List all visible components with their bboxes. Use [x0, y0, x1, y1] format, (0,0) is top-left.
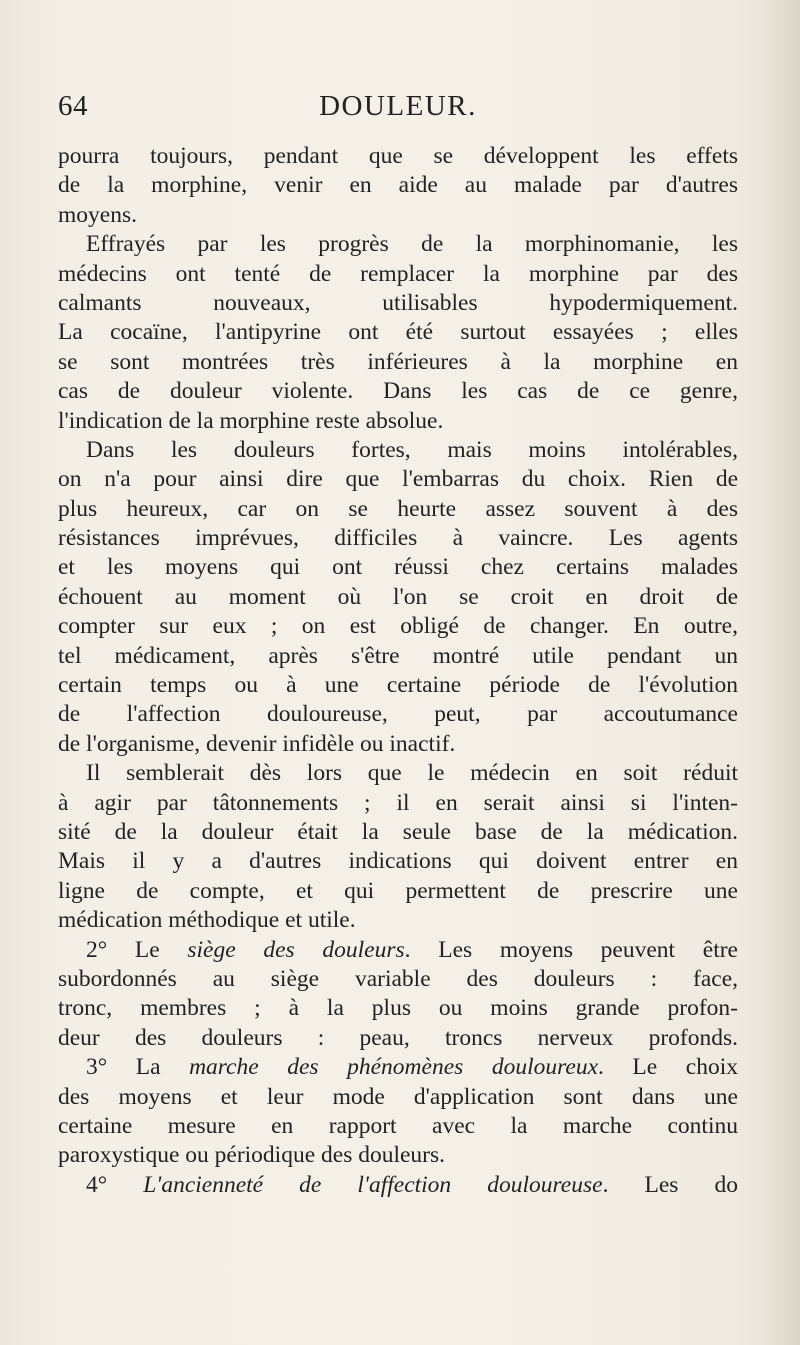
text-line: des moyens et leur mode d'application sont dans une — [58, 1083, 738, 1110]
item-heading: marche des phénomènes douloureux — [189, 1054, 598, 1081]
page-edge-shadow — [760, 0, 800, 1345]
text-line: paroxystique ou périodique des douleurs. — [58, 1142, 446, 1169]
text-line: plus heureux, car on se heurte assez souvent à des — [58, 495, 738, 522]
text-line-numbered — [58, 1053, 738, 1082]
item-text: . Les do — [602, 1171, 738, 1198]
text-line: tronc, membres ; à la plus ou moins grande profon- — [58, 995, 738, 1022]
text-line: moyens. — [58, 201, 137, 228]
item-number: 4° — [86, 1171, 144, 1198]
text-line: Mais il y a d'autres indications qui doivent entrer en — [58, 848, 738, 875]
item-number: 2° Le — [86, 936, 188, 963]
text-line: certaine mesure en rapport avec la marche continu — [58, 1112, 738, 1139]
text-line: Effrayés par les progrès de la morphinomanie, les — [86, 231, 738, 258]
text-line: Il semblerait dès lors que le médecin en soit réduit — [86, 760, 738, 787]
text-line: et les moyens qui ont réussi chez certains malades — [58, 554, 738, 581]
text-line: de la morphine, venir en aide au malade par d'autres — [58, 172, 738, 199]
text-line: résistances imprévues, difficiles à vaincre. Les agents — [58, 525, 738, 552]
text-line: subordonnés au siège variable des douleurs : face, — [58, 965, 738, 992]
item-heading: siège des douleurs — [187, 936, 405, 963]
text-line: ligne de compte, et qui permettent de prescrire une — [58, 877, 738, 904]
text-line: on n'a pour ainsi dire que l'embarras du choix. Rien de — [58, 466, 738, 493]
text-line: Dans les douleurs fortes, mais moins intolérables, — [86, 436, 738, 463]
text-line: deur des douleurs : peau, troncs nerveux profonds. — [58, 1024, 738, 1051]
text-line: de l'affection douloureuse, peut, par accoutumance — [58, 701, 738, 728]
text-line: sité de la douleur était la seule base de la médication. — [58, 818, 738, 845]
item-text: . Le choix — [598, 1054, 738, 1081]
text-line: à agir par tâtonnements ; il en serait ainsi si l'inten- — [58, 789, 738, 816]
item-number: 3° La — [86, 1054, 190, 1081]
body-text — [58, 142, 738, 1200]
text-line: se sont montrées très inférieures à la morphine en — [58, 348, 738, 375]
page-header — [58, 90, 738, 130]
text-line: médecins ont tenté de remplacer la morphine par des — [58, 260, 738, 287]
text-line: calmants nouveaux, utilisables hypodermiquement. — [58, 289, 738, 316]
text-line: pourra toujours, pendant que se développent les effets — [58, 143, 738, 169]
item-text: . Les moyens peuvent être — [404, 936, 738, 963]
text-line: l'indication de la morphine reste absolue. — [58, 407, 444, 434]
text-line: échouent au moment où l'on se croit en droit de — [58, 583, 738, 610]
text-line-numbered — [58, 1171, 738, 1200]
text-line: La cocaïne, l'antipyrine ont été surtout essayées ; elles — [58, 319, 738, 346]
text-line: tel médicament, après s'être montré utile pendant un — [58, 642, 738, 669]
text-line: certain temps ou à une certaine période de l'évolution — [58, 672, 738, 699]
text-line: de l'organisme, devenir infidèle ou inactif. — [58, 730, 456, 757]
text-line-numbered — [58, 936, 738, 965]
item-heading: L'ancienneté de l'affection douloureuse — [143, 1171, 603, 1198]
running-title: DOULEUR. — [319, 90, 477, 122]
text-line: cas de douleur violente. Dans les cas de ce genre, — [58, 378, 738, 405]
page-number: 64 — [58, 90, 88, 122]
text-line: médication méthodique et utile. — [58, 907, 356, 934]
text-line: compter sur eux ; on est obligé de changer. En outre, — [58, 613, 738, 640]
